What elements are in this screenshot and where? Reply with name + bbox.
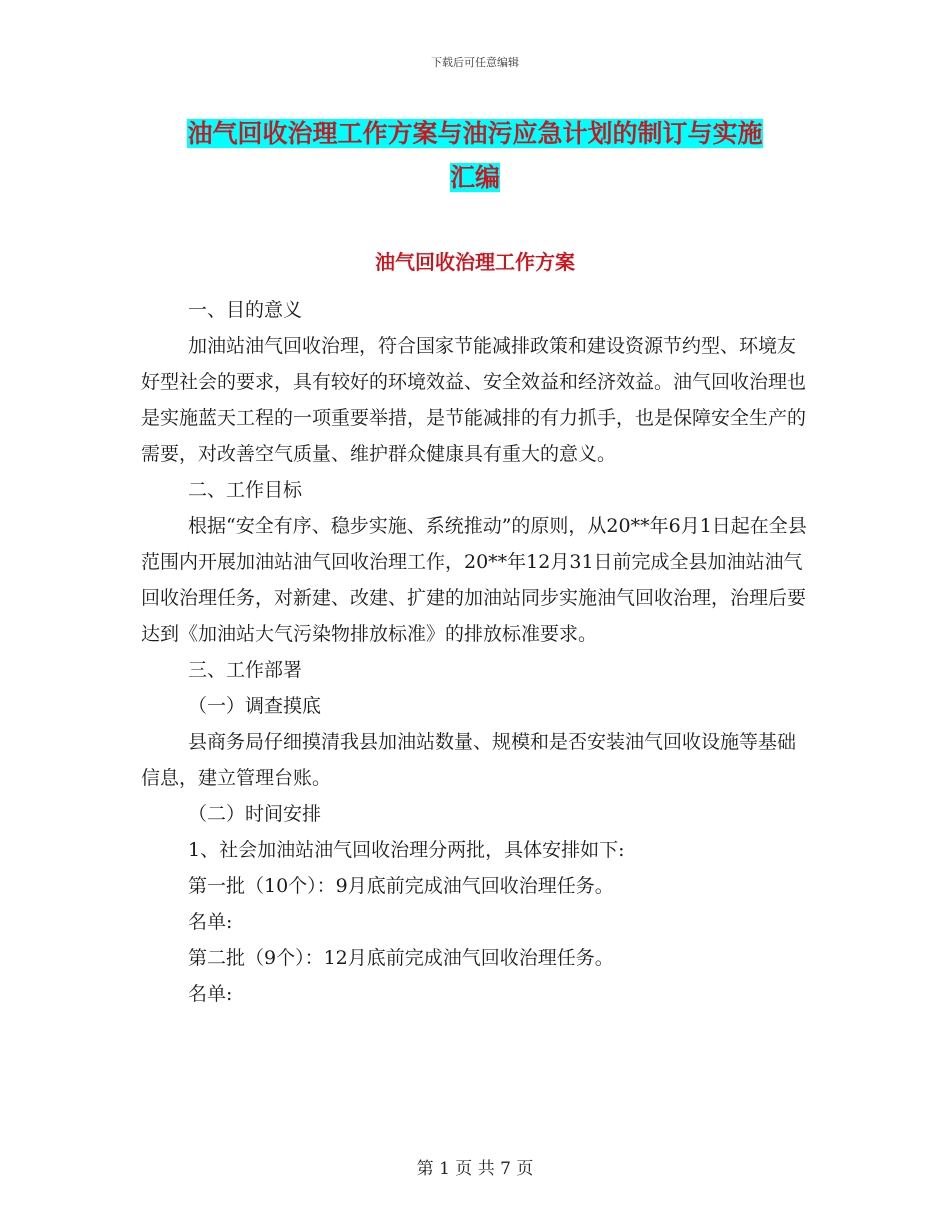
paragraph-goals: 根据“安全有序、稳步实施、系统推动”的原则，从20**年6月1日起在全县范围内开展加油站油气回收治理工作，20**年12月31日前完成全县加油站油气回收治理任务，对新建、改建、扩建的加油站同步实施油气回收治理，治理后要达到《加油站大气污染物排放标准》的排放标准要求。 — [141, 515, 807, 645]
section-title: 油气回收治理工作方案 — [375, 250, 575, 274]
batch-2: 第二批（9个）：12月底前完成油气回收治理任务。 — [188, 947, 614, 969]
subheading-schedule: （二）时间安排 — [188, 803, 322, 825]
heading-purpose: 一、目的意义 — [188, 299, 303, 321]
heading-deployment: 三、工作部署 — [188, 659, 303, 681]
page-number: 第 1 页 共 7 页 — [416, 1159, 534, 1179]
batch-1: 第一批（10个）：9月底前完成油气回收治理任务。 — [188, 875, 614, 897]
document-title — [140, 112, 810, 200]
paragraph-survey: 县商务局仔细摸清我县加油站数量、规模和是否安装油气回收设施等基础信息，建立管理台账。 — [141, 731, 797, 789]
schedule-item-1: 1、社会加油站油气回收治理分两批，具体安排如下: — [188, 839, 625, 861]
document-body — [141, 292, 811, 1012]
subheading-survey: （一）调查摸底 — [188, 695, 322, 717]
heading-goals: 二、工作目标 — [188, 479, 303, 501]
paragraph-purpose: 加油站油气回收治理，符合国家节能减排政策和建设资源节约型、环境友好型社会的要求，具有较好的环境效益、安全效益和经济效益。油气回收治理也是实施蓝天工程的一项重要举措，是节能减排的有力抓手，也是保障安全生产的需要，对改善空气质量、维护群众健康具有重大的意义。 — [141, 335, 807, 465]
title-line-1: 油气回收治理工作方案与油污应急计划的制订与实施 — [187, 119, 763, 148]
batch-1-list: 名单: — [188, 911, 233, 933]
batch-2-list: 名单: — [188, 983, 233, 1005]
page-header-note: 下载后可任意编辑 — [431, 56, 519, 69]
title-line-2: 汇编 — [449, 163, 500, 192]
